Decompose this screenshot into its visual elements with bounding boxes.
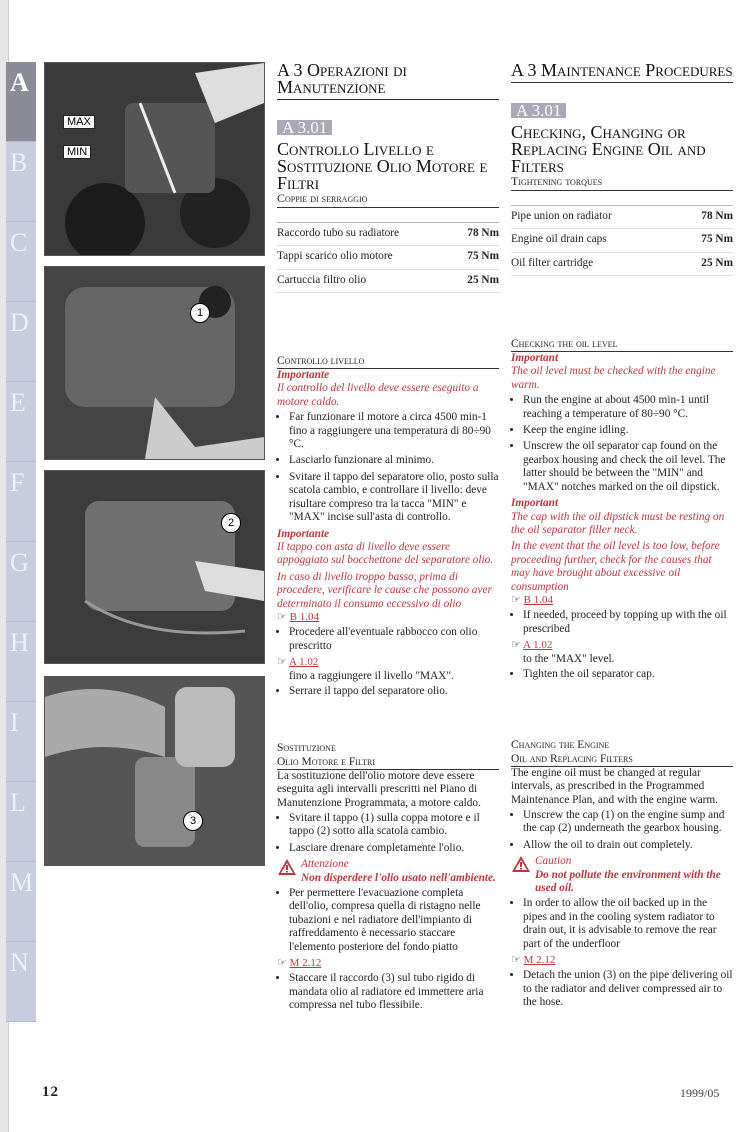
en-important-text-3: In the event that the oil level is too low, before proceeding further, check for the causes that may have brought about excessive oil consumption [511, 540, 720, 593]
callout-1: 1 [190, 303, 210, 323]
torque-name: Tappi scarico olio motore [277, 250, 393, 263]
torque-value: 25 Nm [701, 256, 733, 269]
en-section-title: Checking, Changing or Replacing Engine Oil and Filters [511, 122, 706, 177]
en-chapter-title: A 3 Maintenance Procedures [511, 62, 733, 83]
it-important-label: Importante [277, 369, 330, 382]
it-ref-m212[interactable]: ☞ M 2.12 [277, 957, 322, 970]
page-number: 12 [42, 1084, 59, 1100]
torque-value: 78 Nm [701, 209, 733, 222]
tab-b[interactable]: B [6, 142, 36, 222]
tab-f[interactable]: F [6, 462, 36, 542]
en-important-text: The oil level must be checked with the engine warm. [511, 365, 716, 391]
en-tighten-steps [511, 668, 733, 681]
en-change-section [511, 739, 733, 1009]
it-check-title: Controllo livello [277, 355, 499, 369]
it-important-text-2: Il tappo con asta di livello deve essere appoggiato sul bocchettone del separatore olio. [277, 540, 494, 567]
it-topup-steps [277, 626, 499, 653]
it-level-text: fino a raggiungere il livello "MAX". [289, 669, 454, 682]
list-item: • Unscrew the oil separator cap found on the gearbox housing and check the oil level. The latter should be between the "MIN" and "MAX" notches marked on the oil dipstick. [523, 440, 733, 494]
it-change-section [277, 742, 499, 1012]
it-union-steps [277, 972, 499, 1012]
it-change-title-1: Sostituzione [277, 742, 336, 755]
sump-illustration [45, 267, 264, 459]
table-row [277, 223, 499, 246]
engine-bay-illustration [45, 63, 264, 255]
tab-l[interactable]: L [6, 782, 36, 862]
it-warning-label: Attenzione [301, 858, 349, 871]
it-important-label-2: Importante [277, 527, 330, 540]
torque-name: Cartuccia filtro olio [277, 273, 367, 286]
list-item: • Lasciare drenare completamente l'olio. [289, 842, 499, 855]
en-torque-subtitle: Tightening torques [511, 175, 733, 190]
table-row [277, 246, 499, 269]
it-warning-text: Non disperdere l'olio usato nell'ambiente. [301, 871, 496, 884]
min-label: MIN [63, 145, 91, 159]
tab-c[interactable]: C [6, 222, 36, 302]
list-item: • Keep the engine idling. [523, 424, 733, 437]
tab-h[interactable]: H [6, 622, 36, 702]
table-row [511, 229, 733, 252]
it-change-steps [277, 812, 499, 855]
gearbox-illustration [45, 471, 264, 663]
torque-name: Engine oil drain caps [511, 233, 607, 246]
tab-e[interactable]: E [6, 382, 36, 462]
photo-radiator-union [44, 676, 265, 866]
it-ref-a102[interactable]: ☞ A 1.02 [277, 656, 319, 669]
ref-link[interactable]: M 2.12 [523, 954, 556, 967]
en-ref-m212[interactable]: ☞ M 2.12 [511, 954, 556, 967]
en-check-title: Checking the oil level [511, 338, 733, 352]
it-chapter-title: A 3 Operazioni di Manutenzione [277, 62, 499, 100]
tab-n[interactable]: N [6, 942, 36, 1022]
it-check-section [277, 355, 499, 698]
it-torque-table [277, 222, 499, 293]
en-union-steps [511, 969, 733, 1009]
torque-name: Raccordo tubo su radiatore [277, 226, 400, 239]
it-torque-subtitle: Coppie di serraggio [277, 192, 499, 207]
revision-date: 1999/05 [680, 1086, 720, 1100]
list-item: • Far funzionare il motore a circa 4500 min-1 fino a raggiungere una temperatura di 80÷90 °C. [289, 411, 499, 451]
ref-link[interactable]: B 1.04 [523, 593, 553, 606]
it-section-title: Controllo Livello e Sostituzione Olio Motore e Filtri [277, 139, 488, 194]
warning-icon [277, 858, 297, 876]
warning-icon [511, 855, 531, 873]
torque-value: 25 Nm [467, 273, 499, 286]
it-change-text: La sostituzione dell'olio motore deve essere eseguita agli intervalli prescritti nel Piano di Manutenzione Programmata, a motore caldo. [277, 769, 481, 809]
en-check-section [511, 338, 733, 681]
it-check-steps [277, 411, 499, 524]
photo-gearbox-cap [44, 470, 265, 664]
list-item: • Svitare il tappo del separatore olio, posto sulla scatola cambio, e controllare il livello: deve risultare compreso tra la tacca "MIN" e "MAX" incise sull'asta di controllo. [289, 471, 499, 525]
section-tabs [6, 62, 36, 1022]
callout-3: 3 [183, 811, 203, 831]
list-item: • Allow the oil to drain out completely. [523, 839, 733, 852]
en-change-steps [511, 809, 733, 852]
torque-name: Oil filter cartridge [511, 256, 594, 269]
torque-value: 75 Nm [467, 250, 499, 263]
list-item: • Run the engine at about 4500 min-1 until reaching a temperature of 80÷90 °C. [523, 394, 733, 421]
en-ref-b104[interactable]: ☞ B 1.04 [511, 593, 553, 606]
list-item: • Svitare il tappo (1) sulla coppa motore e il tappo (2) sotto alla scatola cambio. [289, 812, 499, 839]
list-item: • Per permettere l'evacuazione completa dell'olio, compresa quella di ristagno nelle tubazioni e nel radiatore dell'impianto di raffreddamento è necessario staccare l'elemento posteriore del fondo piatto [289, 887, 499, 954]
it-change-title-2: Olio Motore e Filtri [277, 756, 499, 770]
en-drain-steps [511, 897, 733, 951]
tab-m[interactable]: M [6, 862, 36, 942]
en-important-label-2: Important [511, 497, 559, 510]
photo-oil-dipstick [44, 62, 265, 256]
list-item: • Serrare il tappo del separatore olio. [289, 685, 499, 698]
en-warning-text: Do not pollute the environment with the used oil. [535, 868, 721, 895]
en-level-text: to the "MAX" level. [523, 652, 615, 665]
en-warning [511, 855, 733, 895]
tab-a[interactable]: A [6, 62, 36, 142]
tab-d[interactable]: D [6, 302, 36, 382]
photo-engine-sump [44, 266, 265, 460]
en-topup-steps [511, 609, 733, 636]
italian-column [277, 62, 499, 1016]
en-check-steps [511, 394, 733, 494]
it-important-text: Il controllo del livello deve essere eseguito a motore caldo. [277, 382, 479, 408]
max-label: MAX [63, 115, 95, 129]
en-change-title-1: Changing the Engine [511, 739, 610, 752]
torque-value: 78 Nm [467, 226, 499, 239]
list-item: • Lasciarlo funzionare al minimo. [289, 454, 499, 467]
ref-link[interactable]: A 1.02 [289, 656, 319, 669]
en-torque-table [511, 205, 733, 276]
table-row [511, 253, 733, 276]
en-change-title-2: Oil and Replacing Filters [511, 753, 733, 767]
list-item: • If needed, proceed by topping up with the oil prescribed [523, 609, 733, 636]
it-tighten-steps [277, 685, 499, 698]
english-column [511, 62, 733, 1013]
ref-link[interactable]: B 1.04 [289, 610, 319, 623]
it-drain-steps [277, 887, 499, 954]
tab-i[interactable]: I [6, 702, 36, 782]
it-section-badge: A 3.01 [277, 120, 332, 135]
en-change-text: The engine oil must be changed at regular intervals, as prescribed in the Programmed Maintenance Plan, and with the engine warm. [511, 766, 719, 806]
en-important-text-2: The cap with the oil dipstick must be resting on the oil separator filler neck. [511, 510, 725, 536]
torque-name: Pipe union on radiator [511, 209, 612, 222]
list-item: • Detach the union (3) on the pipe delivering oil to the radiator and deliver compressed air to the hose. [523, 969, 733, 1009]
it-ref-b104[interactable]: ☞ B 1.04 [277, 610, 319, 623]
table-row [277, 270, 499, 293]
ref-link[interactable]: M 2.12 [289, 957, 322, 970]
tab-g[interactable]: G [6, 542, 36, 622]
callout-2: 2 [221, 513, 241, 533]
it-important-text-3: In caso di livello troppo basso, prima di procedere, verificare le cause che possono aver determinato il consumo eccessivo di olio [277, 570, 492, 610]
table-row [511, 206, 733, 229]
en-important-label: Important [511, 352, 559, 365]
list-item: • Tighten the oil separator cap. [523, 668, 733, 681]
list-item: • Staccare il raccordo (3) sul tubo rigido di mandata olio al radiatore ed immettere aria compressa nel tubo flessibile. [289, 972, 499, 1012]
en-section-badge: A 3.01 [511, 103, 566, 118]
en-warning-label: Caution [535, 855, 572, 868]
list-item: • In order to allow the oil backed up in the pipes and in the cooling system radiator to drain out, it is advisable to remove the rear part of the underfloor [523, 897, 733, 951]
list-item: • Unscrew the cap (1) on the engine sump and the cap (2) underneath the gearbox housing. [523, 809, 733, 836]
ref-link[interactable]: A 1.02 [523, 639, 553, 652]
torque-value: 75 Nm [701, 233, 733, 246]
en-ref-a102[interactable]: ☞ A 1.02 [511, 639, 553, 652]
it-warning [277, 858, 499, 885]
radiator-pipe-illustration [45, 677, 264, 865]
list-item: • Procedere all'eventuale rabbocco con olio prescritto [289, 626, 499, 653]
